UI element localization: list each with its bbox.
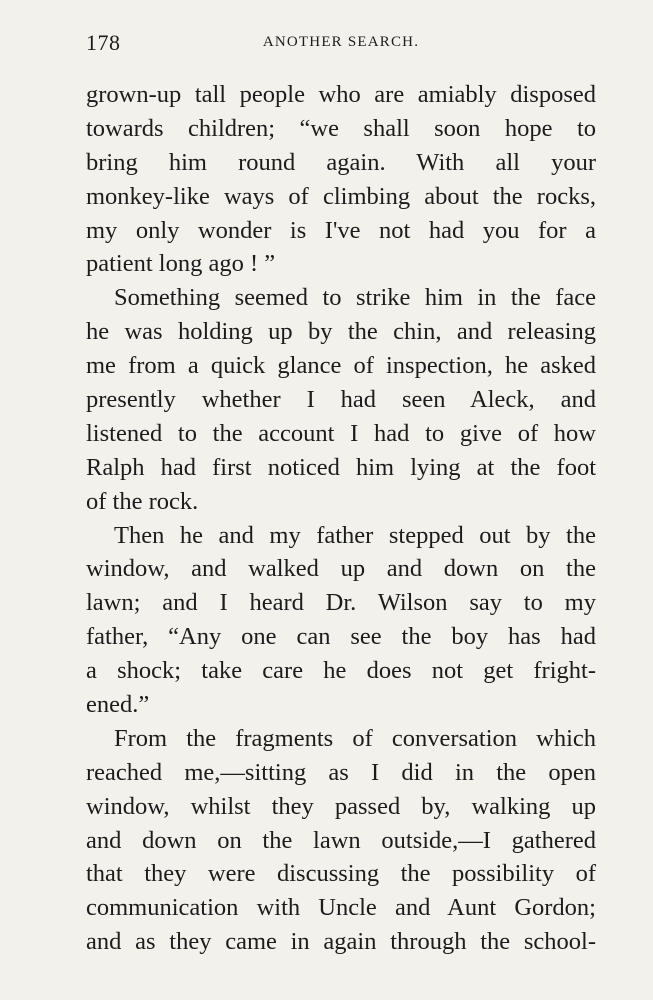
text-line: communication with Uncle and Aunt Gordon;	[86, 894, 596, 922]
text-line: and as they came in again through the school-	[86, 928, 596, 956]
text-line: grown-up tall people who are amiably disposed	[86, 81, 596, 108]
text-line: Then he and my father stepped out by the	[114, 521, 596, 549]
text-line: that they were discussing the possibility of	[86, 860, 596, 888]
text-line: a shock; take care he does not get fright-	[86, 657, 596, 685]
text-line: my only wonder is I've not had you for a	[86, 216, 596, 244]
text-line: ened.”	[86, 691, 150, 719]
text-line: window, and walked up and down on the	[86, 555, 596, 583]
page-number: 178	[86, 30, 121, 55]
text-line: monkey-like ways of climbing about the rocks,	[86, 182, 596, 210]
text-line: bring him round again. With all your	[86, 148, 596, 176]
text-line: lawn; and I heard Dr. Wilson say to my	[86, 589, 596, 617]
text-line: of the rock.	[86, 487, 199, 515]
running-head: ANOTHER SEARCH.	[262, 34, 420, 50]
text-line: towards children; “we shall soon hope to	[86, 114, 596, 142]
text-line: From the fragments of conversation which	[114, 724, 596, 752]
text-line: window, whilst they passed by, walking up	[86, 792, 596, 820]
text-line: Ralph had first noticed him lying at the foot	[86, 453, 596, 481]
text-line: listened to the account I had to give of how	[86, 419, 596, 447]
text-line: reached me,—sitting as I did in the open	[86, 758, 596, 786]
text-line: me from a quick glance of inspection, he asked	[86, 352, 596, 380]
text-line: presently whether I had seen Aleck, and	[86, 386, 596, 414]
text-line: patient long ago ! ”	[86, 250, 276, 278]
text-line: he was holding up by the chin, and releasing	[86, 318, 596, 346]
text-line: and down on the lawn outside,—I gathered	[86, 826, 596, 854]
page-header	[86, 30, 596, 60]
body-text	[86, 78, 596, 959]
text-line: Something seemed to strike him in the face	[114, 284, 596, 312]
text-line: father, “Any one can see the boy has had	[86, 623, 596, 651]
